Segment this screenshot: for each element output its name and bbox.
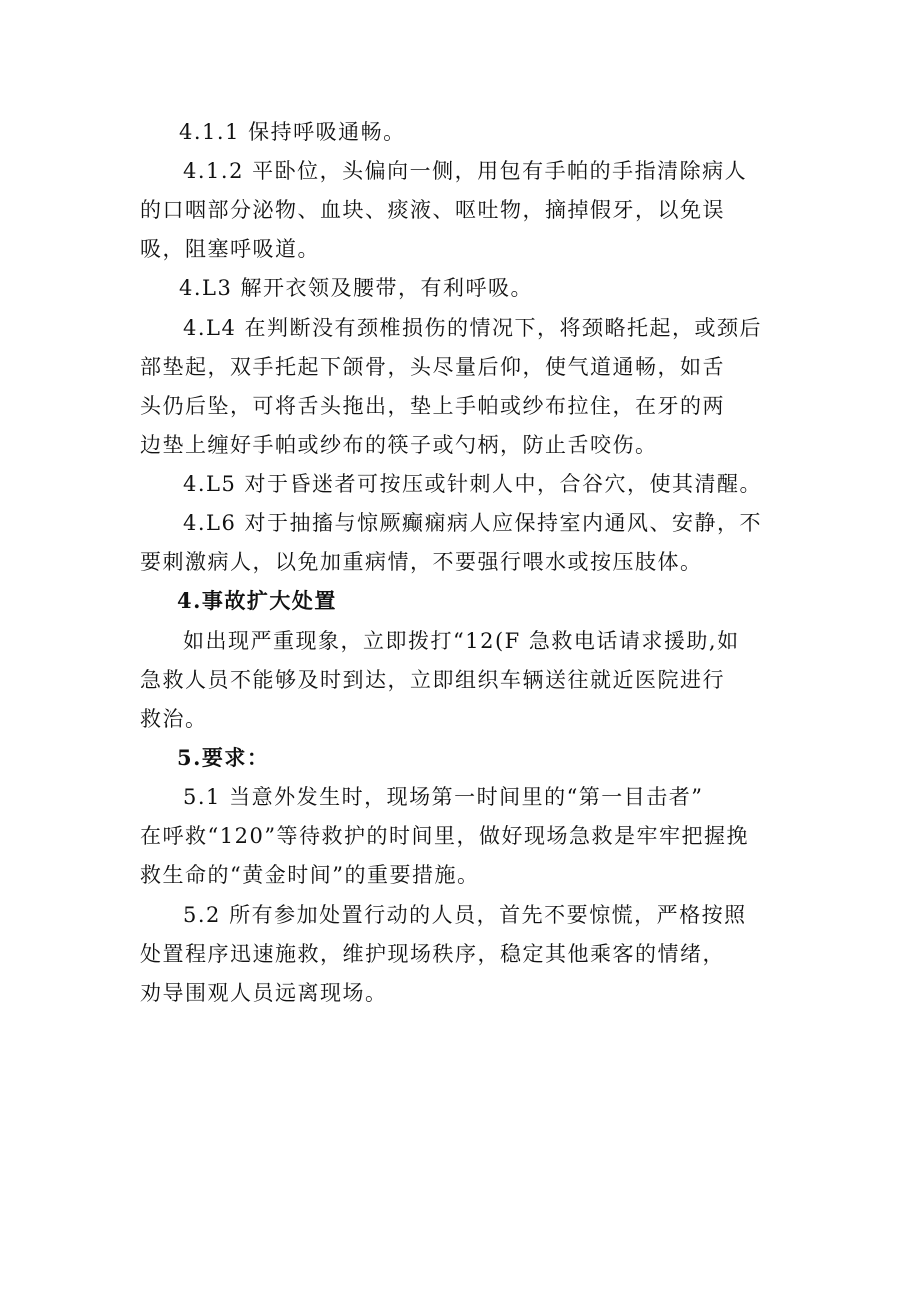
text-line: 5.2 所有参加处置行动的人员，首先不要惊慌，严格按照 [183,903,747,927]
text-line: 4.L5 对于昏迷者可按压或针刺人中，合谷穴，使其清醒。 [183,472,763,496]
text-line: 劝导围观人员远离现场。 [140,981,388,1005]
text-line: 4.L4 在判断没有颈椎损伤的情况下，将颈略托起，或颈后 [183,316,763,340]
text-line: 4.L3 解开衣领及腰带，有利呼吸。 [179,276,534,300]
text-line: 处置程序迅速施救，维护现场秩序，稳定其他乘客的情绪， [140,942,725,966]
text-line: 要刺激病人，以免加重病情，不要强行喂水或按压肢体。 [140,550,703,574]
text-line: 的口咽部分泌物、血块、痰液、呕吐物，摘掉假牙，以免误 [140,198,725,222]
section-heading: 5.要求： [177,745,270,770]
section-heading: 4.事故扩大处置 [177,588,337,613]
text-line: 4.1.1 保持呼吸通畅。 [179,120,406,144]
text-line: 头仍后坠，可将舌头拖出，垫上手帕或纱布拉住，在牙的两 [140,394,725,418]
text-line: 急救人员不能够及时到达，立即组织车辆送往就近医院进行 [140,668,725,692]
text-line: 在呼救“120”等待救护的时间里，做好现场急救是牢牢把握挽 [140,824,750,848]
text-line: 救治。 [140,707,208,731]
text-line: 救生命的“黄金时间”的重要措施。 [140,863,480,887]
text-line: 部垫起，双手托起下颌骨，头尽量后仰，使气道通畅，如舌 [140,355,725,379]
text-line: 边垫上缠好手帕或纱布的筷子或勺柄，防止舌咬伤。 [140,433,658,457]
text-line: 4.L6 对于抽搐与惊厥癫痫病人应保持室内通风、安静，不 [183,511,763,535]
text-line: 5.1 当意外发生时，现场第一时间里的“第一目击者” [183,785,704,809]
text-line: 4.1.2 平卧位，头偏向一侧，用包有手帕的手指清除病人 [183,159,748,183]
text-line: 如出现严重现象，立即拨打“12(F 急救电话请求援助,如 [183,629,740,653]
text-line: 吸，阻塞呼吸道。 [140,237,320,261]
